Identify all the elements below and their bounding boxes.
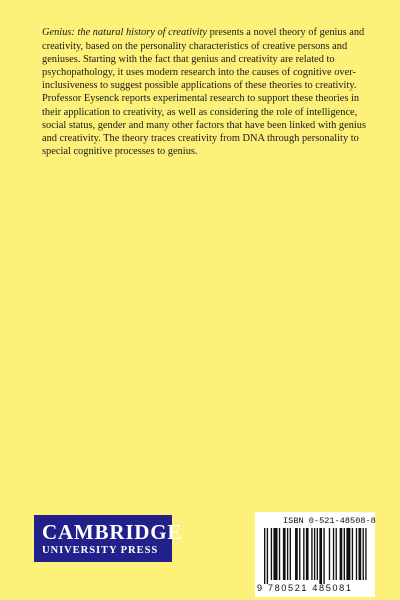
publisher-subname: UNIVERSITY PRESS	[42, 545, 159, 556]
barcode-icon	[264, 528, 368, 584]
publisher-name: CAMBRIDGE	[42, 520, 183, 544]
publisher-logo	[34, 515, 183, 562]
blurb-body: presents a novel theory of genius and creativity, based on the personality characteristics of creative persons and geniuses. Starting with the fact that genius and creativity are related to psychopathology, it uses modern research into the causes of cognitive over-inclusiveness to suggest possible applications of these theories to creativity. Professor Eysenck reports experimental research to support these theories in their application to creativity, as well as considering the role of intelligence, social status, gender and many other factors that have been linked with genius and creativity. The theory traces creativity from DNA through personality to special cognitive processes to genius.	[42, 27, 367, 158]
blurb-text	[42, 26, 368, 158]
isbn-label: ISBN 0-521-48508-8	[283, 516, 376, 526]
barcode-digits: 9 780521 485081	[257, 583, 353, 593]
isbn-barcode-block	[255, 512, 375, 597]
book-title: Genius: the natural history of creativity	[42, 27, 207, 39]
